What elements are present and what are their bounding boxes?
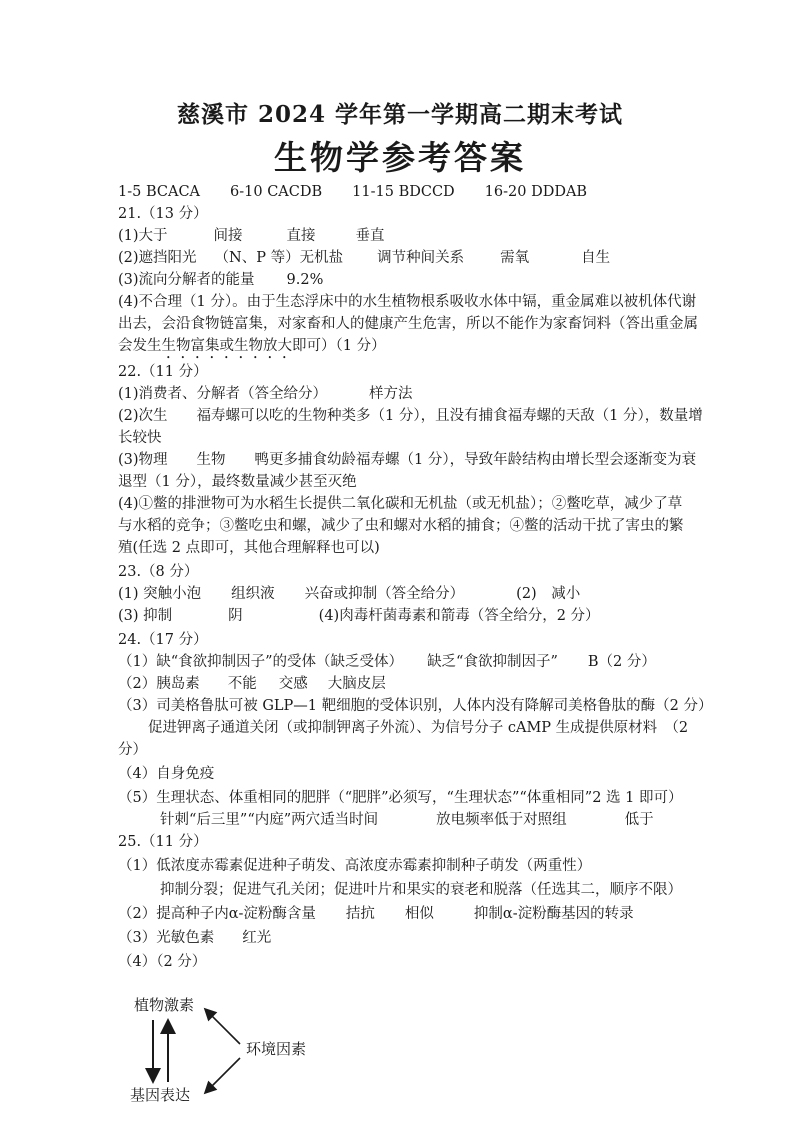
answer-text: (3) 抑制	[118, 608, 173, 624]
mc-answer-4: 16-20 DDDAB	[484, 184, 588, 200]
answer-text: 针刺“后三里”“内庭”两穴适当时间	[160, 812, 379, 828]
answer-text: 放电频率低于对照组	[436, 812, 567, 828]
q24-answer-2	[118, 674, 386, 694]
emphasized-text: 生物富集或生物放大	[161, 338, 292, 354]
q24-answer-3-line1: （3）司美格鲁肽可被 GLP—1 靶细胞的受体识别，人体内没有降解司美格鲁肽的酶（2 分）	[118, 698, 713, 714]
answer-text: 9.2%	[286, 272, 324, 288]
q22-answer-2-line2: 长较快	[118, 430, 162, 446]
answer-text: (2) 减小	[516, 586, 581, 602]
q21-answer-4-line2: 出去，会沿食物链富集，对家畜和人的健康产生危害，所以不能作为家畜饲料（答出重金属	[118, 316, 698, 332]
answer-text: (2)遮挡阳光	[118, 250, 197, 266]
answer-text: 大脑皮层	[327, 676, 386, 692]
q22-answer-1	[118, 384, 413, 404]
q24-answer-3-line2: 促进钾离子通道关闭（或抑制钾离子外流）、为信号分子 cAMP 生成提供原材料 （2	[148, 720, 689, 736]
q24-answer-3-line3: 分）	[118, 742, 147, 758]
node-gene-expression: 基因表达	[130, 1086, 191, 1104]
node-plant-hormone: 植物激素	[134, 996, 195, 1014]
q23-head: 23.（8 分）	[118, 564, 199, 580]
q24-answer-1	[118, 652, 656, 672]
answer-text: （N、P 等）无机盐	[214, 250, 344, 266]
answer-text: 需氧	[500, 250, 530, 266]
q24-answer-5-line2	[160, 810, 654, 830]
answer-text: (1)大于	[118, 228, 168, 244]
answer-text: 即可）（1 分）	[292, 338, 386, 354]
mc-answers	[118, 182, 587, 202]
mc-answer-2: 6-10 CACDB	[230, 184, 323, 200]
q21-answer-4-line3	[118, 336, 386, 362]
mc-answer-1: 1-5 BCACA	[118, 184, 201, 200]
arrow-env-to-gene	[206, 1058, 240, 1092]
node-environment: 环境因素	[246, 1040, 307, 1058]
answer-text: 兴奋或抑制（答全给分）	[304, 586, 465, 602]
answer-text: 间接	[213, 228, 243, 244]
answer-title: 生物学参考答案	[274, 138, 526, 177]
answer-text: 红光	[242, 930, 272, 946]
answer-text: （1）缺“食欲抑制因子”的受体（缺乏受体）	[118, 654, 404, 670]
q24-answer-5-line1: （5）生理状态、体重相同的肥胖（“肥胖”必须写，“生理状态”“体重相同”2 选 1 即可）	[118, 790, 683, 806]
q25-answer-4: （4）（2 分）	[118, 954, 207, 970]
q24-answer-4: （4）自身免疫	[118, 766, 215, 782]
q22-answer-4-line2: 与水稻的竞争；③鳖吃虫和螺，减少了虫和螺对水稻的捕食；④鳖的活动干扰了害虫的繁	[118, 518, 684, 534]
q25-answer-3	[118, 928, 271, 948]
exam-title: 慈溪市 2024 学年第一学期高二期末考试	[176, 101, 624, 128]
answer-text: B（2 分）	[587, 654, 656, 670]
answer-text: (1)消费者、分解者（答全给分）	[118, 386, 328, 402]
answer-text: 直接	[286, 228, 316, 244]
answer-text: （3）光敏色素	[118, 930, 215, 946]
q22-answer-3-line1: (3)物理 生物 鸭更多捕食幼龄福寿螺（1 分），导致年龄结构由增长型会逐渐变为衰	[118, 452, 697, 468]
answer-text: (1) 突触小泡	[118, 586, 202, 602]
answer-text: (3)流向分解者的能量	[118, 272, 255, 288]
answer-text: 不能	[227, 676, 257, 692]
answer-text: 自生	[581, 250, 611, 266]
q22-answer-3-line2: 退型（1 分），最终数量减少甚至灭绝	[118, 474, 357, 490]
q22-answer-4-line3: 殖(任选 2 点即可，其他合理解释也可以)	[118, 540, 380, 556]
arrow-env-to-hormone	[206, 1010, 240, 1044]
q21-answer-3	[118, 270, 323, 290]
q25-head: 25.（11 分）	[118, 834, 208, 850]
answer-text: 组织液	[231, 586, 275, 602]
answer-text: 交感	[278, 676, 308, 692]
q21-answer-1	[118, 226, 385, 246]
q22-answer-4-line1: (4)①鳖的排泄物可为水稻生长提供二氧化碳和无机盐（或无机盐）；②鳖吃草，减少了草	[118, 496, 683, 512]
q21-answer-4-line1: (4)不合理（1 分）。由于生态浮床中的水生植物根系吸收水体中镉，重金属难以被机体代谢	[118, 294, 697, 310]
answer-text: 抑制α-淀粉酶基因的转录	[473, 906, 634, 922]
q22-answer-2-line1: (2)次生 福寿螺可以吃的生物种类多（1 分），且没有捕食福寿螺的天敌（1 分），数量增	[118, 408, 703, 424]
q24-head: 24.（17 分）	[118, 632, 208, 648]
answer-text: 相似	[404, 906, 434, 922]
answer-text: （2）胰岛素	[118, 676, 200, 692]
q21-answer-2	[118, 248, 610, 268]
q25-answer-1-line2: 抑制分裂；促进气孔关闭；促进叶片和果实的衰老和脱落（任选其二，顺序不限）	[160, 882, 682, 898]
q23-answer-3	[118, 606, 600, 626]
answer-text: 缺乏“食欲抑制因子”	[427, 654, 558, 670]
q22-head: 22.（11 分）	[118, 364, 208, 380]
answer-text: 拮抗	[345, 906, 375, 922]
answer-text: (4)肉毒杆菌毒素和箭毒（答全给分，2 分）	[318, 608, 600, 624]
q23-answer-1	[118, 584, 580, 604]
answer-text: 垂直	[355, 228, 385, 244]
answer-text: 会发生	[118, 338, 162, 354]
q21-head: 21.（13 分）	[118, 206, 208, 222]
answer-text: 样方法	[369, 386, 413, 402]
answer-text: （2）提高种子内α-淀粉酶含量	[118, 906, 316, 922]
q25-answer-2	[118, 904, 634, 924]
q25-answer-1-line1: （1）低浓度赤霉素促进种子萌发、高浓度赤霉素抑制种子萌发（两重性）	[118, 858, 592, 874]
mc-answer-3: 11-15 BDCCD	[352, 184, 455, 200]
answer-text: 低于	[624, 812, 654, 828]
answer-text: 阴	[228, 608, 243, 624]
answer-text: 调节种间关系	[377, 250, 465, 266]
